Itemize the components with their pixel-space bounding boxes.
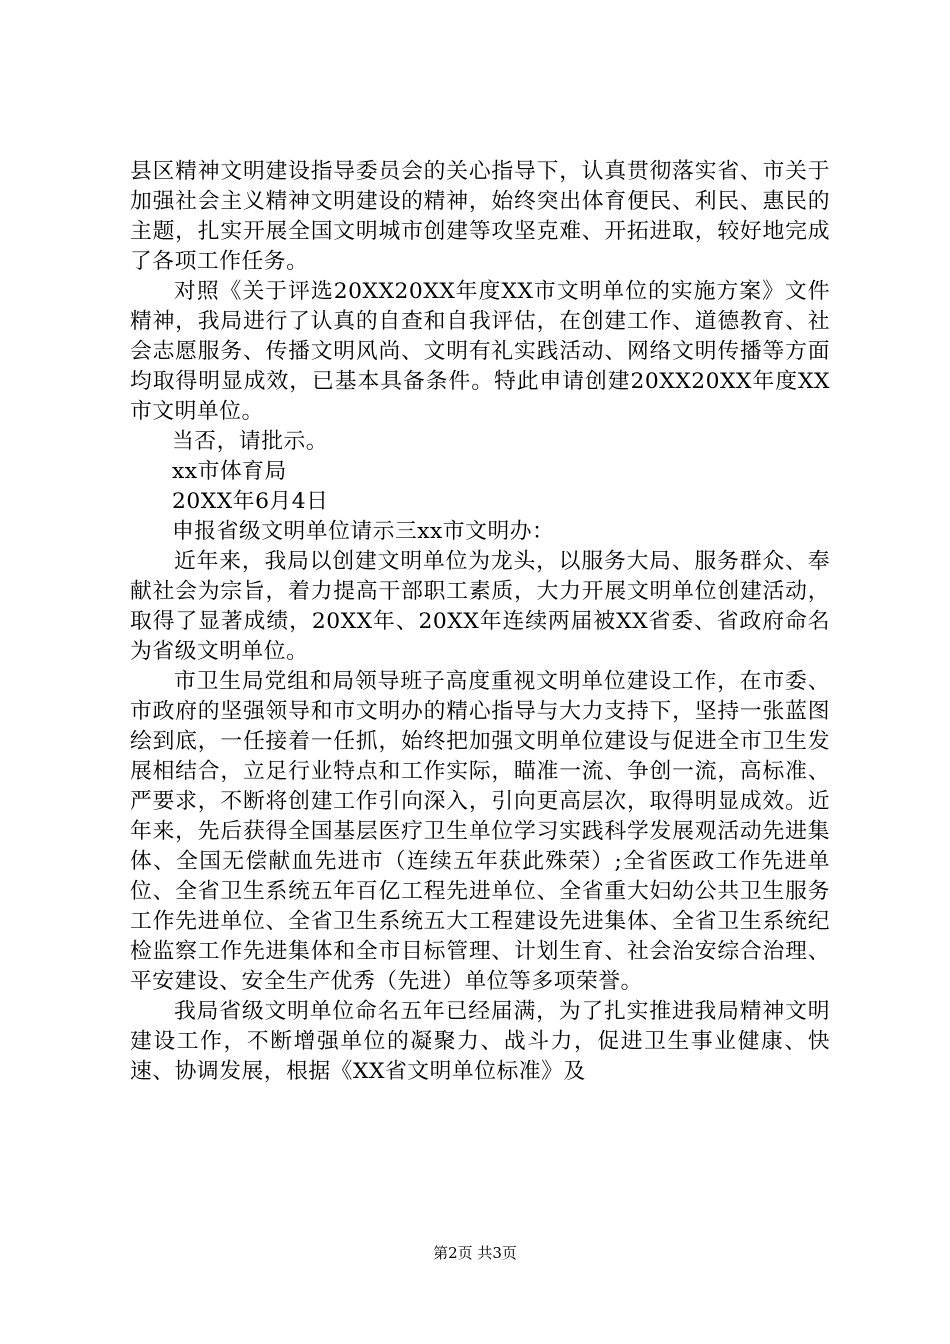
paragraph: 当否，请批示。 xyxy=(172,429,329,454)
section-heading: 申报省级文明单位请示三xx市文明办： xyxy=(172,519,555,544)
paragraph: 近年来，我局以创建文明单位为龙头，以服务大局、服务群众、奉献社会为宗旨，着力提高干部职工素质，大力开展文明单位创建活动，取得了显著成绩，20XX年、20XX年连续两届被XX省委、省政府命名为省级文明单位。 xyxy=(130,549,830,664)
signature-organization: xx市体育局 xyxy=(172,459,287,484)
signature-date: 20XX年6月4日 xyxy=(172,489,329,514)
document-body xyxy=(130,157,830,1087)
paragraph: 我局省级文明单位命名五年已经届满，为了扎实推进我局精神文明建设工作，不断增强单位的凝聚力、战斗力，促进卫生事业健康、快速、协调发展，根据《XX省文明单位标准》及 xyxy=(130,999,830,1084)
page-number-footer: 第2页 共3页 xyxy=(433,1244,517,1262)
paragraph: 县区精神文明建设指导委员会的关心指导下，认真贯彻落实省、市关于加强社会主义精神文明建设的精神，始终突出体育便民、利民、惠民的主题，扎实开展全国文明城市创建等攻坚克难、开拓进取，较好地完成了各项工作任务。 xyxy=(130,159,830,274)
paragraph: 市卫生局党组和局领导班子高度重视文明单位建设工作，在市委、市政府的坚强领导和市文明办的精心指导与大力支持下，坚持一张蓝图绘到底，一任接着一任抓，始终把加强文明单位建设与促进全市卫生发展相结合，立足行业特点和工作实际，瞄准一流、争创一流，高标准、严要求，不断将创建工作引向深入，引向更高层次，取得明显成效。近年来，先后获得全国基层医疗卫生单位学习实践科学发展观活动先进集体、全国无偿献血先进市（连续五年获此殊荣）;全省医政工作先进单位、全省卫生系统五年百亿工程先进单位、全省重大妇幼公共卫生服务工作先进单位、全省卫生系统五大工程建设先进集体、全省卫生系统纪检监察工作先进集体和全市目标管理、计划生育、社会治安综合治理、平安建设、安全生产优秀（先进）单位等多项荣誉。 xyxy=(130,669,830,994)
paragraph: 对照《关于评选20XX20XX年度XX市文明单位的实施方案》文件精神，我局进行了认真的自查和自我评估，在创建工作、道德教育、社会志愿服务、传播文明风尚、文明有礼实践活动、网络文明传播等方面均取得明显成效，已基本具备条件。特此申请创建20XX20XX年度XX市文明单位。 xyxy=(130,279,830,424)
